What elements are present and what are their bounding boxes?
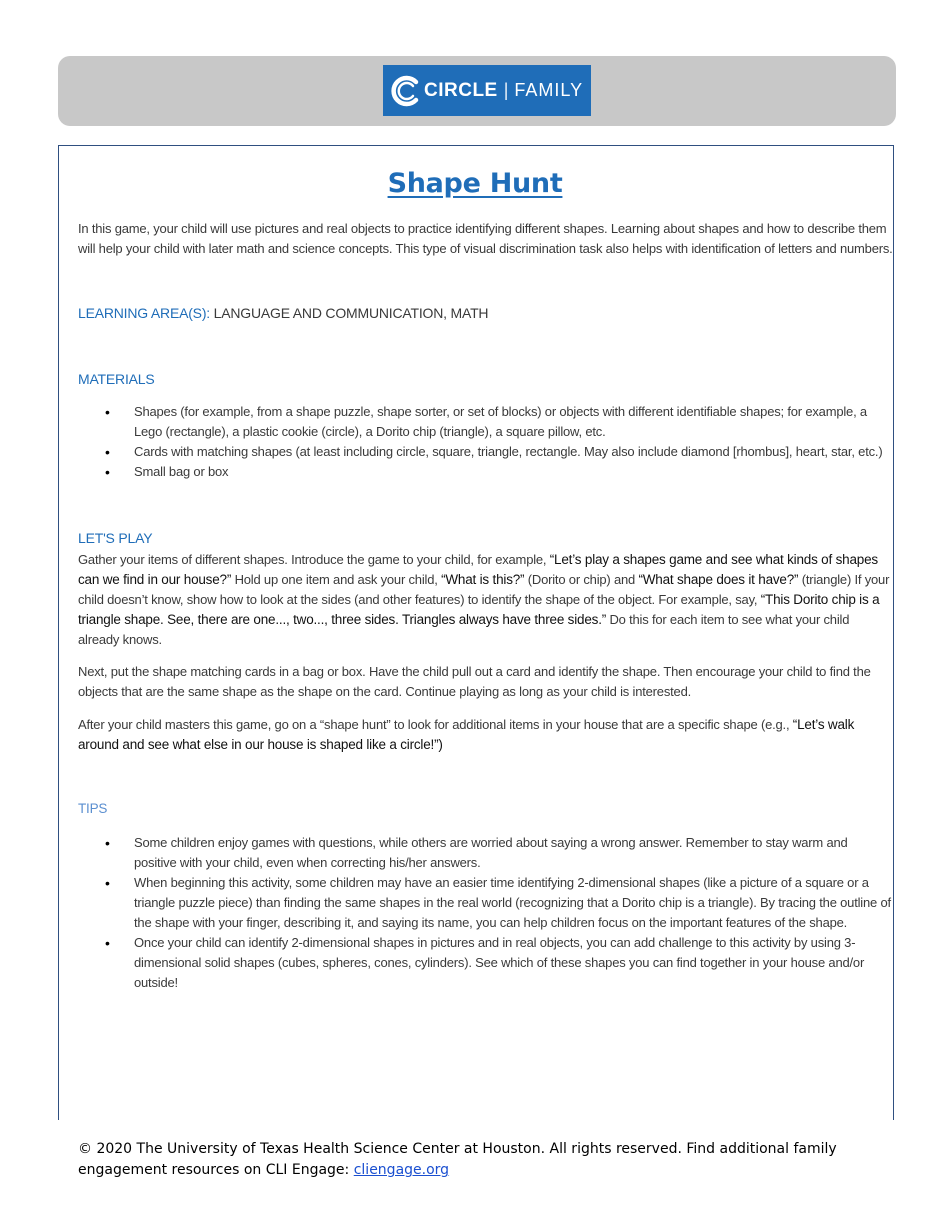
- logo-brand: CIRCLE: [424, 79, 498, 101]
- page-title: Shape Hunt: [387, 168, 563, 199]
- list-item: • Once your child can identify 2-dimensional shapes in pictures and in real objects, you can add challenge to this activity by using 3-dimensional solid shapes (cubes, spheres, cones, cylinders). See which of these shapes you can find together in your house and/or outside!: [105, 935, 865, 990]
- circle-logo-icon: [389, 74, 423, 108]
- logo-separator: |: [503, 80, 509, 100]
- bullet-icon: •: [105, 464, 110, 480]
- bullet-icon: •: [105, 835, 110, 851]
- lets-play-paragraph-1: Gather your items of different shapes. Introduce the game to your child, for example, “Let’s play a shapes game and see what kinds of shapes can we find in our house?” Hold up one item and ask your child, “What is this?” (Dorito or chip) and “What shape does it have?” (triangle) If your child doesn’t know, show how to look at the sides (and other features) to identify the shape of the object. For example, say, “This Dorito chip is a triangle shape. See, there are one..., two..., three sides. Triangles always have three sides.” Do this for each item to see what your child already knows.: [78, 552, 890, 647]
- bullet-icon: •: [105, 444, 110, 460]
- materials-list: [78, 402, 893, 482]
- circle-family-logo: [383, 65, 591, 116]
- bullet-icon: •: [105, 935, 110, 951]
- learning-area-heading: [78, 305, 488, 321]
- list-item: • Small bag or box: [105, 464, 229, 480]
- bullet-icon: •: [105, 404, 110, 420]
- lets-play-paragraph-2: Next, put the shape matching cards in a bag or box. Have the child pull out a card and identify the shape. Then encourage your child to find the objects that are the same shape as the shape on the card. Continue playing as long as your child is interested.: [78, 664, 871, 699]
- learning-area-label: LEARNING AREA(S):: [78, 305, 210, 321]
- intro-paragraph: In this game, your child will use pictures and real objects to practice identifying different shapes. Learning about shapes and how to describe them will help your child with later math and science concepts. This type of visual discrimination task also helps with identification of letters and numbers.: [78, 221, 893, 256]
- bullet-icon: •: [105, 875, 110, 891]
- logo-family: FAMILY: [514, 80, 584, 100]
- lets-play-paragraph-3: After your child masters this game, go on a “shape hunt” to look for additional items in your house that are a specific shape (e.g., “Let’s walk around and see what else in our house is shaped like a circle!”): [78, 717, 855, 752]
- learning-area-value: LANGUAGE AND COMMUNICATION, MATH: [213, 305, 489, 321]
- tips-heading: TIPS: [78, 801, 108, 816]
- lets-play-heading: LET'S PLAY: [78, 530, 153, 546]
- tips-list: [78, 833, 893, 993]
- list-item: • When beginning this activity, some children may have an easier time identifying 2-dimensional shapes (like a picture of a square or a triangle puzzle piece) than finding the same shapes in the real world (recognizing that a Dorito chip is a triangle). By tracing the outline of the shape with your finger, describing it, and saying its name, you can help children focus on the important features of the shape.: [105, 875, 891, 930]
- footer-copyright: © 2020 The University of Texas Health Science Center at Houston. All rights reserved. Find additional family engagement resources on CLI Engage: cliengage.org: [78, 1141, 837, 1178]
- list-item: • Some children enjoy games with questions, while others are worried about saying a wrong answer. Remember to stay warm and positive with your child, even when correcting his/her answers.: [105, 835, 848, 870]
- cliengage-link[interactable]: cliengage.org: [353, 1162, 450, 1178]
- materials-heading: MATERIALS: [78, 371, 155, 387]
- list-item: • Shapes (for example, from a shape puzzle, shape sorter, or set of blocks) or objects with different identifiable shapes; for example, a Lego (rectangle), a plastic cookie (circle), a Dorito chip (triangle), a square pillow, etc.: [105, 404, 867, 439]
- list-item: • Cards with matching shapes (at least including circle, square, triangle, rectangle. May also include diamond [rhombus], heart, star, etc.): [105, 444, 883, 460]
